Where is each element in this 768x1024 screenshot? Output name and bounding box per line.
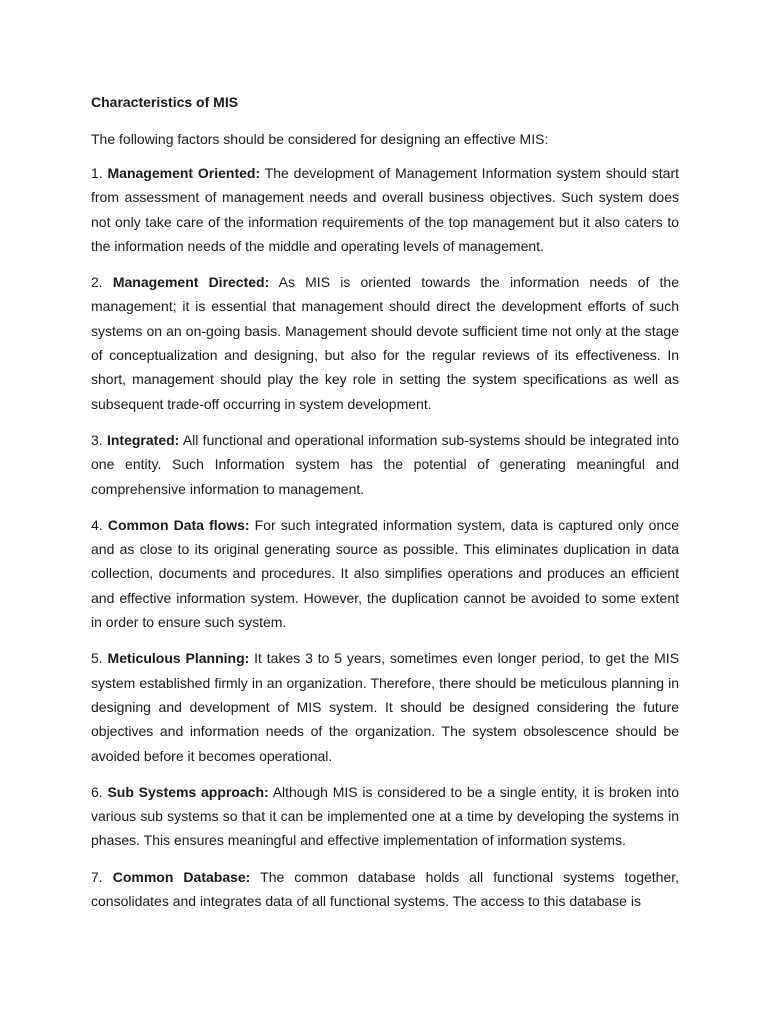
item-number: 2. — [91, 274, 103, 291]
characteristic-item-7 — [91, 865, 679, 914]
item-number: 4. — [91, 516, 103, 533]
item-term: Management Oriented: — [107, 165, 261, 181]
item-text: All functional and operational information sub-systems should be integrated into one entity. Such Information system has the potential of generating meaningful and comprehensive information to management. — [91, 431, 680, 497]
characteristic-item-3 — [91, 428, 679, 501]
item-number: 6. — [91, 783, 103, 800]
item-text: As MIS is oriented towards the information needs of the management; it is essential that management should direct the development efforts of such systems on an on-going basis. Management should devote sufficient time not only at the stage of conceptualization and designing, but also for the regular reviews of its effectiveness. In short, management should play the key role in setting the system specifications as well as subsequent trade-off occurring in system development. — [91, 274, 679, 412]
item-text: Although MIS is considered to be a single entity, it is broken into various sub systems so that it can be implemented one at a time by developing the systems in phases. This ensures meaningful and effective implementation of information systems. — [91, 783, 679, 849]
item-term: Common Database: — [112, 868, 251, 885]
characteristic-item-1 — [91, 161, 679, 258]
item-number: 7. — [91, 868, 103, 885]
item-term: Sub Systems approach: — [107, 783, 269, 800]
item-term: Meticulous Planning: — [107, 650, 250, 667]
document-body — [91, 92, 679, 925]
item-term: Integrated: — [106, 431, 180, 448]
intro-paragraph: The following factors should be considered for designing an effective MIS: — [91, 131, 549, 147]
characteristic-item-6 — [91, 780, 679, 853]
item-text: For such integrated information system, data is captured only once and as close to its original generating source as possible. This eliminates duplication in data collection, documents and procedures. It also simplifies operations and produces an efficient and effective information system. However, the duplication cannot be avoided to some extent in order to ensure such system. — [91, 516, 680, 631]
characteristic-item-4 — [91, 513, 679, 634]
item-text: The common database holds all functional systems together, consolidates and integrates data of all functional systems. The access to this database is — [91, 868, 680, 910]
characteristic-item-5 — [91, 646, 679, 767]
document-title: Characteristics of MIS — [91, 94, 239, 110]
item-number: 1. — [91, 165, 103, 181]
item-number: 3. — [91, 431, 103, 448]
item-text: It takes 3 to 5 years, sometimes even longer period, to get the MIS system established firmly in an organization. Therefore, there should be meticulous planning in designing and development of MIS system. It should be designed considering the future objectives and information needs of the organization. The system obsolescence should be avoided before it becomes operational. — [91, 650, 680, 764]
item-term: Common Data flows: — [107, 516, 250, 533]
item-number: 5. — [91, 650, 103, 667]
item-text: The development of Management Information system should start from assessment of management needs and overall business objectives. Such system does not only take care of the information requirements of the top management but it also caters to the information needs of the middle and operating levels of management. — [91, 165, 680, 254]
item-term: Management Directed: — [112, 274, 270, 291]
characteristic-item-2 — [91, 270, 679, 416]
